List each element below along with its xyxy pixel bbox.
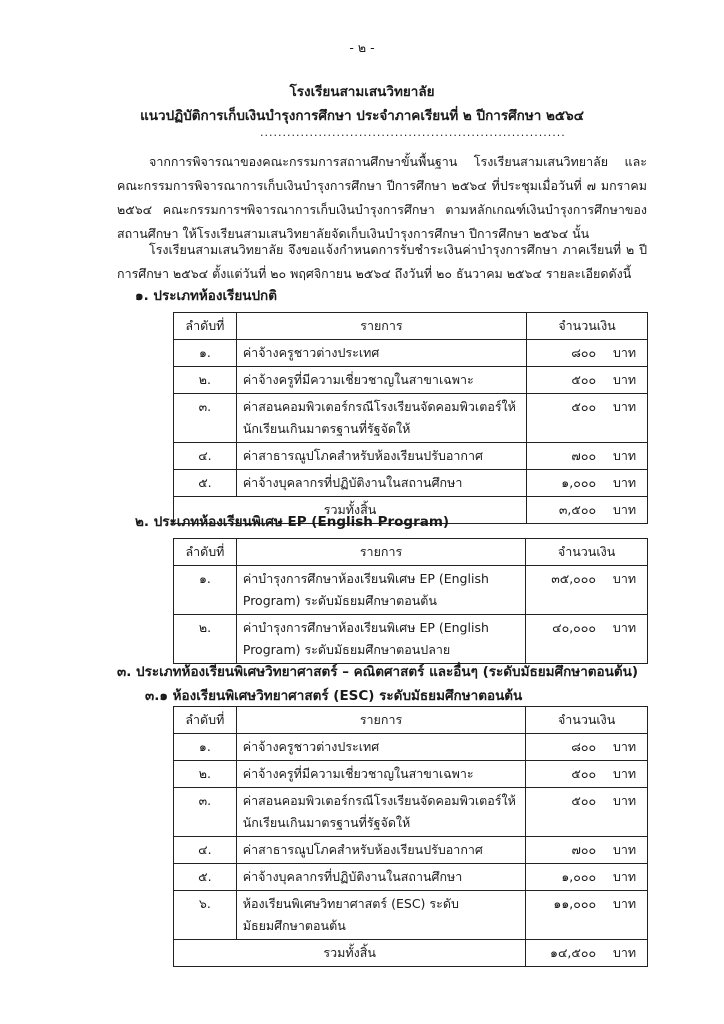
table-header-row bbox=[174, 539, 648, 566]
row-amount: ๘๐๐ bbox=[526, 734, 602, 761]
table-row bbox=[174, 394, 648, 443]
row-unit: บาท bbox=[602, 761, 647, 788]
total-amount: ๑๔,๕๐๐ bbox=[526, 940, 602, 967]
row-unit: บาท bbox=[602, 340, 647, 367]
total-unit: บาท bbox=[602, 497, 647, 524]
row-item: ค่าจ้างครูที่มีความเชี่ยวชาญในสาขาเฉพาะ bbox=[236, 367, 526, 394]
table-row bbox=[174, 566, 648, 615]
table-header-row bbox=[174, 707, 648, 734]
row-amount: ๘๐๐ bbox=[527, 340, 603, 367]
row-number: ๑. bbox=[174, 566, 237, 615]
table-row bbox=[174, 837, 648, 864]
table-row bbox=[174, 788, 648, 837]
row-item: ค่าสอนคอมพิวเตอร์กรณีโรงเรียนจัดคอมพิวเตอร์ให้นักเรียนเกินมาตรฐานที่รัฐจัดให้ bbox=[236, 788, 526, 837]
row-item: ค่าจ้างบุคลากรที่ปฏิบัติงานในสถานศึกษา bbox=[236, 470, 526, 497]
row-unit: บาท bbox=[602, 443, 647, 470]
row-amount: ๗๐๐ bbox=[526, 837, 602, 864]
row-unit: บาท bbox=[602, 837, 647, 864]
row-unit: บาท bbox=[602, 394, 647, 443]
header-amount: จำนวนเงิน bbox=[526, 707, 648, 734]
header-no: ลำดับที่ bbox=[174, 539, 237, 566]
intro-paragraph: จากการพิจารณาของคณะกรรมการสถานศึกษาขั้นพื้นฐาน โรงเรียนสามเสนวิทยาลัย และคณะกรรมการพิจารณาการเก็บเงินบำรุงการศึกษา ปีการศึกษา ๒๕๖๔ ที่ประชุมเมื่อวันที่ ๗ มกราคม ๒๕๖๔ คณะกรรมการฯพิจารณาการเก็บเงินบำรุงการศึกษา ตามหลักเกณฑ์เงินบำรุงการศึกษาของสถานศึกษา ให้โรงเรียนสามเสนวิทยาลัยจัดเก็บเงินบำรุงการศึกษา ปีการศึกษา ๒๕๖๔ นั้น bbox=[117, 154, 647, 241]
header-amount: จำนวนเงิน bbox=[527, 313, 648, 340]
table-row bbox=[174, 761, 648, 788]
row-amount: ๔๐,๐๐๐ bbox=[526, 615, 602, 664]
row-amount: ๑,๐๐๐ bbox=[526, 864, 602, 891]
header-item: รายการ bbox=[236, 707, 526, 734]
row-item: ค่าสาธารณูปโภคสำหรับห้องเรียนปรับอากาศ bbox=[236, 443, 526, 470]
row-unit: บาท bbox=[602, 788, 647, 837]
row-amount: ๓๕,๐๐๐ bbox=[526, 566, 602, 615]
row-unit: บาท bbox=[602, 566, 647, 615]
schedule-paragraph: โรงเรียนสามเสนวิทยาลัย จึงขอแจ้งกำหนดการรับชำระเงินค่าบำรุงการศึกษา ภาคเรียนที่ ๒ ปีการศึกษา ๒๕๖๔ ตั้งแต่วันที่ ๒๐ พฤศจิกายน ๒๕๖๔ ถึงวันที่ ๒๐ ธันวาคม ๒๕๖๔ รายละเอียดดังนี้ bbox=[117, 242, 647, 281]
table-row bbox=[174, 734, 648, 761]
school-name: โรงเรียนสามเสนวิทยาลัย bbox=[289, 84, 435, 100]
row-unit: บาท bbox=[602, 864, 647, 891]
section3-heading: ๓. ประเภทห้องเรียนพิเศษวิทยาศาสตร์ – คณิตศาสตร์ และอื่นๆ (ระดับมัธยมศึกษาตอนต้น) bbox=[117, 664, 639, 680]
table-row bbox=[174, 443, 648, 470]
document-title: แนวปฏิบัติการเก็บเงินบำรุงการศึกษา ประจำภาคเรียนที่ ๒ ปีการศึกษา ๒๕๖๔ bbox=[140, 108, 584, 124]
section2-heading: ๒. ประเภทห้องเรียนพิเศษ EP (English Program) bbox=[135, 514, 450, 530]
row-number: ๑. bbox=[174, 734, 237, 761]
total-unit: บาท bbox=[602, 940, 647, 967]
row-unit: บาท bbox=[602, 367, 647, 394]
row-amount: ๕๐๐ bbox=[526, 761, 602, 788]
section3-fee-table bbox=[173, 706, 648, 967]
row-item: ค่าจ้างครูชาวต่างประเทศ bbox=[236, 734, 526, 761]
row-amount: ๕๐๐ bbox=[527, 367, 603, 394]
row-unit: บาท bbox=[602, 891, 647, 940]
row-number: ๓. bbox=[174, 394, 237, 443]
row-item: ห้องเรียนพิเศษวิทยาศาสตร์ (ESC) ระดับมัธยมศึกษาตอนต้น bbox=[236, 891, 526, 940]
total-row bbox=[174, 940, 648, 967]
row-number: ๒. bbox=[174, 761, 237, 788]
table-row bbox=[174, 367, 648, 394]
row-number: ๒. bbox=[174, 367, 237, 394]
row-item: ค่าสอนคอมพิวเตอร์กรณีโรงเรียนจัดคอมพิวเตอร์ให้นักเรียนเกินมาตรฐานที่รัฐจัดให้ bbox=[236, 394, 526, 443]
title-divider: .................................................................... bbox=[260, 126, 566, 139]
total-label: รวมทั้งสิ้น bbox=[174, 940, 526, 967]
row-amount: ๑,๐๐๐ bbox=[527, 470, 603, 497]
row-unit: บาท bbox=[602, 734, 647, 761]
row-item: ค่าจ้างครูชาวต่างประเทศ bbox=[236, 340, 526, 367]
header-amount: จำนวนเงิน bbox=[526, 539, 648, 566]
section1-fee-table bbox=[173, 312, 648, 524]
table-row bbox=[174, 470, 648, 497]
table-row bbox=[174, 864, 648, 891]
header-item: รายการ bbox=[236, 313, 526, 340]
row-item: ค่าสาธารณูปโภคสำหรับห้องเรียนปรับอากาศ bbox=[236, 837, 526, 864]
row-amount: ๕๐๐ bbox=[527, 394, 603, 443]
table-row bbox=[174, 340, 648, 367]
row-number: ๕. bbox=[174, 470, 237, 497]
total-amount: ๓,๕๐๐ bbox=[527, 497, 603, 524]
row-number: ๔. bbox=[174, 443, 237, 470]
row-item: ค่าบำรุงการศึกษาห้องเรียนพิเศษ EP (English Program) ระดับมัธยมศึกษาตอนปลาย bbox=[236, 615, 525, 664]
section3-subheading: ๓.๑ ห้องเรียนพิเศษวิทยาศาสตร์ (ESC) ระดับมัธยมศึกษาตอนต้น bbox=[145, 688, 523, 704]
table-row bbox=[174, 891, 648, 940]
row-unit: บาท bbox=[602, 615, 647, 664]
total-label: รวมทั้งสิ้น bbox=[174, 497, 527, 524]
header-no: ลำดับที่ bbox=[174, 313, 237, 340]
header-no: ลำดับที่ bbox=[174, 707, 237, 734]
row-amount: ๕๐๐ bbox=[526, 788, 602, 837]
row-amount: ๑๑,๐๐๐ bbox=[526, 891, 602, 940]
row-number: ๖. bbox=[174, 891, 237, 940]
row-item: ค่าจ้างบุคลากรที่ปฏิบัติงานในสถานศึกษา bbox=[236, 864, 526, 891]
row-number: ๑. bbox=[174, 340, 237, 367]
row-unit: บาท bbox=[602, 470, 647, 497]
page-number: - ๒ - bbox=[349, 40, 375, 55]
row-amount: ๗๐๐ bbox=[527, 443, 603, 470]
header-item: รายการ bbox=[236, 539, 525, 566]
section2-fee-table bbox=[173, 538, 648, 664]
row-number: ๒. bbox=[174, 615, 237, 664]
row-item: ค่าจ้างครูที่มีความเชี่ยวชาญในสาขาเฉพาะ bbox=[236, 761, 526, 788]
row-number: ๔. bbox=[174, 837, 237, 864]
table-header-row bbox=[174, 313, 648, 340]
row-number: ๕. bbox=[174, 864, 237, 891]
row-number: ๓. bbox=[174, 788, 237, 837]
table-row bbox=[174, 615, 648, 664]
section1-heading: ๑. ประเภทห้องเรียนปกติ bbox=[135, 288, 277, 304]
row-item: ค่าบำรุงการศึกษาห้องเรียนพิเศษ EP (English Program) ระดับมัธยมศึกษาตอนต้น bbox=[236, 566, 525, 615]
